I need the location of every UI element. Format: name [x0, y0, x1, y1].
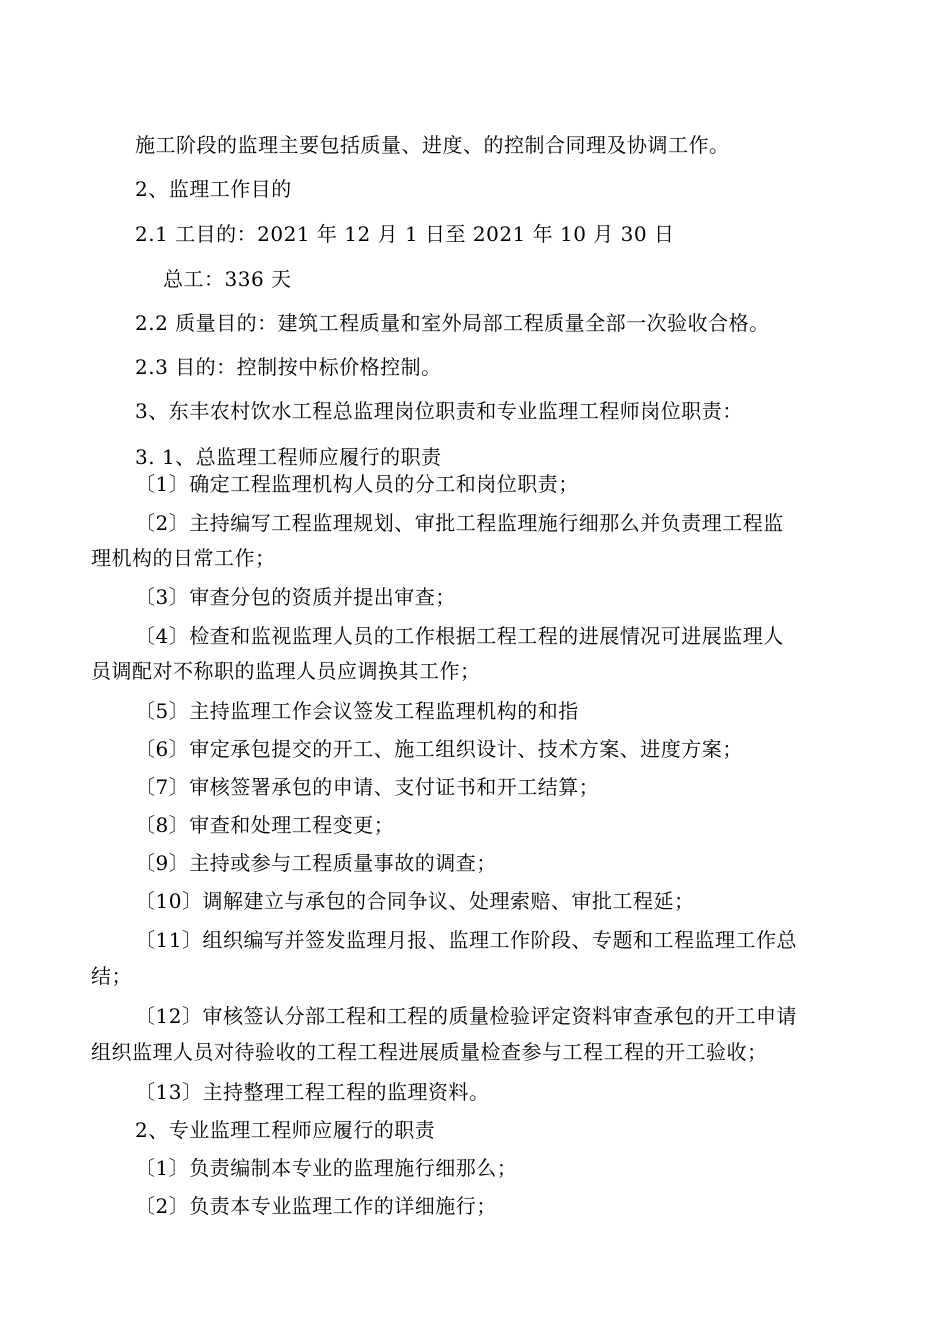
list-item: 〔8〕审查和处理工程变更；: [135, 813, 395, 837]
list-item: 〔7〕审核签署承包的申请、支付证书和开工结算；: [135, 775, 600, 799]
list-item-continuation: 员调配对不称职的监理人员应调换其工作；: [91, 659, 481, 683]
list-item-continuation: 结；: [91, 964, 132, 988]
list-item: 〔11〕组织编写并签发监理月报、监理工作阶段、专题和工程监理工作总: [135, 928, 797, 952]
list-item: 〔2〕负责本专业监理工作的详细施行；: [135, 1194, 497, 1218]
text-line: 2.2 质量目的：建筑工程质量和室外局部工程质量全部一次验收合格。: [135, 311, 770, 335]
list-item: 〔2〕主持编写工程监理规划、审批工程监理施行细那么并负责理工程监: [135, 511, 784, 535]
subsection-heading: 3. 1、总监理工程师应履行的职责: [135, 445, 442, 469]
list-item: 〔4〕检查和监视监理人员的工作根据工程工程的进展情况可进展监理人: [135, 624, 784, 648]
list-item-continuation: 理机构的日常工作；: [91, 546, 276, 570]
list-item: 〔9〕主持或参与工程质量事故的调查；: [135, 851, 497, 875]
list-item: 〔6〕审定承包提交的开工、施工组织设计、技术方案、进度方案；: [135, 737, 743, 761]
text-line: 2.3 目的：控制按中标价格控制。: [135, 355, 442, 379]
list-item: 〔1〕确定工程监理机构人员的分工和岗位职责；: [135, 472, 579, 496]
section-heading: 3、东丰农村饮水工程总监理岗位职责和专业监理工程师岗位职责：: [135, 399, 743, 423]
list-item-continuation: 组织监理人员对待验收的工程工程进展质量检查参与工程工程的开工验收；: [91, 1040, 768, 1064]
text-line: 总工：336 天: [163, 267, 292, 291]
list-item: 〔5〕主持监理工作会议签发工程监理机构的和指: [135, 699, 579, 723]
text-line: 2.1 工目的：2021 年 12 月 1 日至 2021 年 10 月 30 日: [135, 222, 675, 246]
list-item: 〔12〕审核签认分部工程和工程的质量检验评定资料审查承包的开工申请: [135, 1004, 797, 1028]
list-item: 〔10〕调解建立与承包的合同争议、处理索赔、审批工程延；: [135, 889, 695, 913]
list-item: 〔13〕主持整理工程工程的监理资料。: [135, 1080, 490, 1104]
text-line: 施工阶段的监理主要包括质量、进度、的控制合同理及协调工作。: [135, 133, 730, 157]
section-heading: 2、监理工作目的: [135, 177, 292, 201]
subsection-heading: 2、专业监理工程师应履行的职责: [135, 1118, 436, 1142]
list-item: 〔1〕负责编制本专业的监理施行细那么；: [135, 1156, 518, 1180]
list-item: 〔3〕审查分包的资质并提出审查；: [135, 585, 456, 609]
